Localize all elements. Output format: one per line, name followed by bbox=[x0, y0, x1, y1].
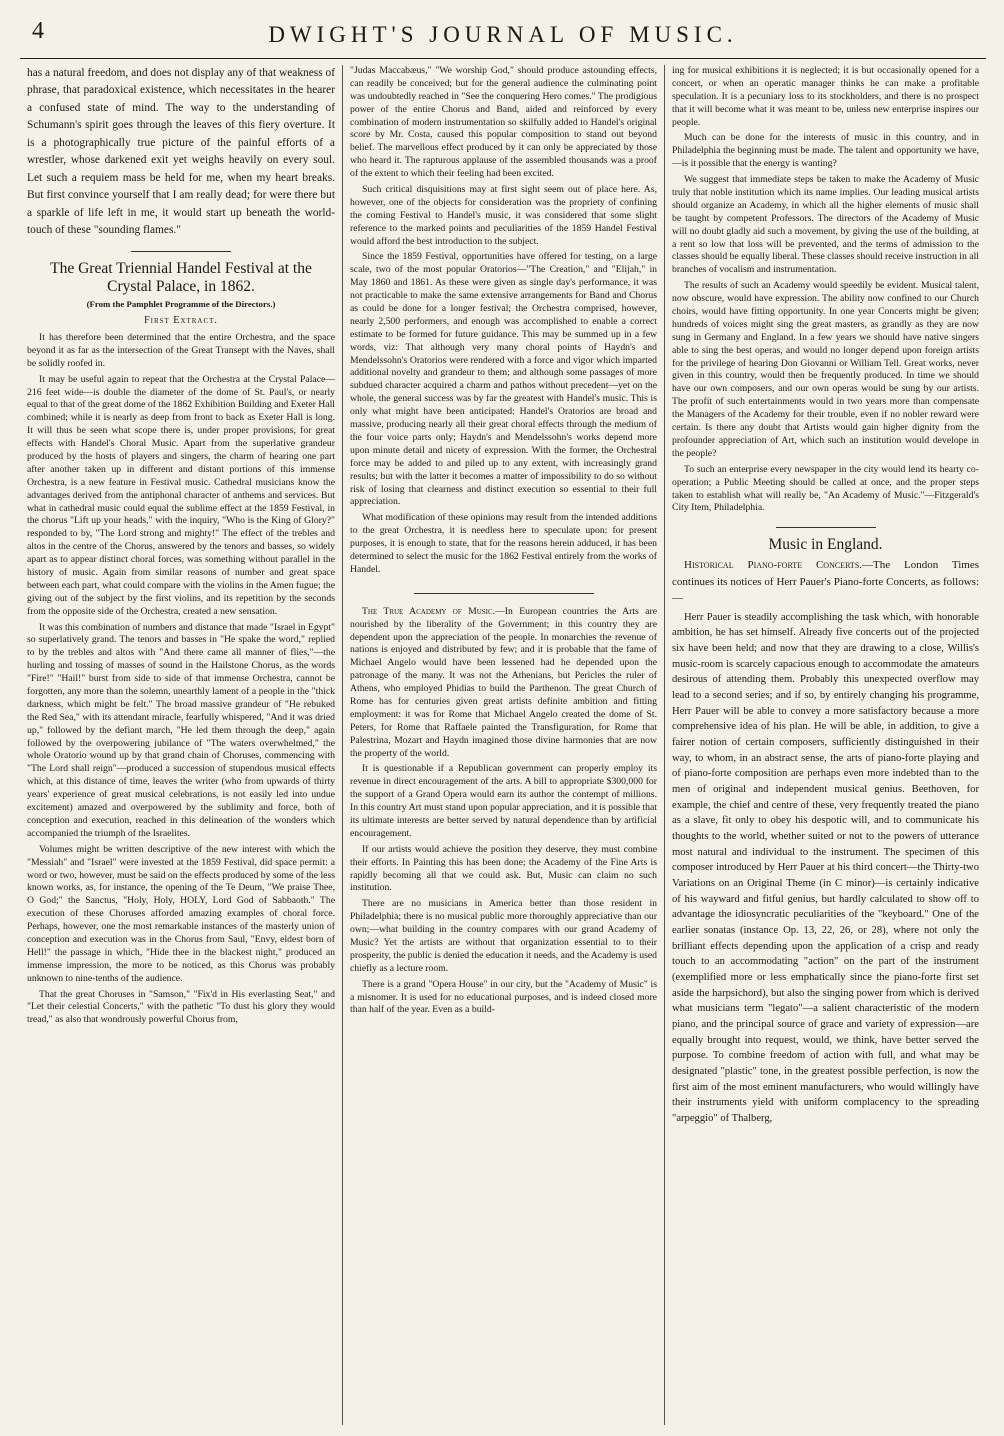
paragraph: We suggest that immediate steps be taken to make the Academy of Music truly that noble institution which its name implies. Our leading musical artists should organize an Academy, in which all the higher elements of music shall be taught by competent Professors. The directors of the Academy of Music will no doubt gladly aid such a movement, by giving the use of the building, at a rent so low that loss will be prevented, and the terms of admission to the classes should be equally liberal. These classes should receive instruction in all branches of vocalism and instrumentation. bbox=[672, 174, 979, 276]
section-divider bbox=[414, 593, 594, 594]
paragraph: Since the 1859 Festival, opportunities have offered for testing, on a large scale, two of the most popular Oratorios—"The Creation," and "Elijah," in May 1860 and 1861. As these were given as single day's performance, it was not practicable to make the same extensive arrangements for Band and Chorus as could be done for a longer festival; the Orchestra comprised, however, nearly 2,500 performers, and enough was accomplished to enable a correct estimate to be formed for future guidance. This may be summed up in a few words, viz: That although very many choral points of Haydn's and Mendelssohn's Oratorios were rendered with a force and vigor which imparted additional novelty and grandeur to them; and although some passages of more subdued character acquired a charm and pathos without precedent—yet on the whole, the general success was by far the greatest with Handel's music. This is only what might have been anticipated: Handel's Oratorios are broad and massive, producing nearly all their great choral effects through the medium of the four voice parts only; Haydn's and Mendelssohn's works depend more upon minute detail and nicety of expression. With the former, the Orchestral force may be added to and piled up to any extent, with increasingly grand results; but with the latter it becomes a matter of impossibility to do so without risk of losing that clearness and distinct execution so essential to their full appreciation. bbox=[350, 251, 657, 508]
column-1 bbox=[20, 65, 342, 1425]
concerts-label: Historical Piano-forte Concerts. bbox=[684, 559, 863, 572]
paragraph: Herr Pauer is steadily accomplishing the task which, with honorable ambition, he has set himself. Already five concerts out of the projected six have been held; and now that they are drawing to a close, Willis's music-room is scarcely capacious enough to accommodate the amateurs desirous of attending them. Probably this unexpected overflow may lead to a second series; and if so, by entirely changing his programme, Herr Pauer will be able to convey a more satisfactory because a more comprehensive idea of his plan. He will be able, in addition, to give a fairer notion of certain composers, sufficiently distinguished in their way, to whom, in an abstract sense, the arts of piano-forte playing and of piano-forte composition are perhaps even more indebted than to the men of original and independent musical genius. Beethoven, for example, the chief and centre of these, very frequently treated the piano as a slave, fit only to obey his despotic will, and to communicate his thoughts to the world, whether suited or not to the powers of utterance most natural and individual to the instrument. The specimen of this composer introduced by Herr Pauer at his third concert—the Thirty-two Variations on an Original Theme (in C minor)—is certainly indicative of his wayward and fitful genius, but hardly calculated to show off to advantage the idiosyncratic peculiarities of the "keyboard." One of the earlier sonatas (instance Op. 13, 22, 26, or 28), where not only the brilliant effects depending upon the application of a crisp and ready touch to an accommodating "action" on the part of the instrument (exemplified more or less emphatically since the piano-forte first set aside the harpsichord), but also the singing power from which is derived what musicians term "legato"—a salient characteristic of the modern piano, and the principal source of grace and variety of expression—are equally brought into request, would, we think, have better served the purpose. To combine freedom of action with full, and what may be designated "plastic" tone, in the greatest possible perfection, is now the first aim of the most eminent manufacturers, who would willingly have their instruments yield with uniform complacency to the spreading "arpeggio" of Thalberg, bbox=[672, 611, 979, 1125]
paragraph: The results of such an Academy would speedily be evident. Musical talent, now obscure, would have expression. The ability now confined to our Church choirs, would have fitting opportunity. In one year Concerts might be given; hundreds of voices might sing the great masters, as grandly as they are now sung in Germany and England. In a few years we should have native singers able to sing the best operas, and would no longer depend upon foreign artists for the privilege of hearing Don Giovanni or William Tell. Great works, never given in this country, would then be frequently produced. In time we should have our own composers, and our own operas would be sung by our artists. The profit of such entertainments would in two years more than compensate the Managers of the Academy for their trouble, even if no nobler reward were certain. Is there any doubt that Artists would gain higher dignity from the profounder appreciation of Art, which such an institution would develope in the people? bbox=[672, 280, 979, 459]
concerts-intro-paragraph bbox=[672, 557, 979, 607]
paragraph: That the great Choruses in "Samson," "Fix'd in His everlasting Seat," and "Let their celestial Concerts," with the pathetic "To dust his glory they would tread," as also that wondrously powerful Chorus from, bbox=[27, 988, 335, 1026]
paragraph: It is questionable if a Republican government can properly employ its revenue in direct encouragement of the arts. A bill to appropriate $300,000 for the support of a Grand Opera would earn its author the contempt of millions. In this country Art must stand upon popular appreciation, and it is possible that its ultimate interests are better served by natural dependence than by artificial encouragement. bbox=[350, 763, 657, 839]
paragraph: Such critical disquisitions may at first sight seem out of place here. As, however, one of the objects for consideration was the propriety of confining the coming Festival to Handel's music, it was considered that some slight reference to the marked points and peculiarities of the 1859 Handel Festival would afford the best introduction to the subject. bbox=[350, 184, 657, 247]
article-source-note: (From the Pamphlet Programme of the Directors.) bbox=[86, 299, 276, 309]
paragraph: What modification of these opinions may result from the intended additions to the great Orchestra, it is needless here to speculate upon: for present purposes, it is enough to state, that for the reasons herein adduced, it has been determined to select the music for the 1862 Festival entirely from the works of Handel. bbox=[350, 512, 657, 575]
section-divider bbox=[131, 251, 231, 252]
paragraph: If our artists would achieve the position they deserve, they must combine their efforts. In Painting this has been done; the Academy of the Fine Arts is rapidly becoming all that we could ask. But, Music can claim no such institution. bbox=[350, 843, 657, 894]
masthead bbox=[20, 14, 986, 59]
paragraph: To such an enterprise every newspaper in the city would lend its hearty co-operation; a Public Meeting should be called at once, and the proper steps taken to establish what will really be, "An Academy of Music."—Fitzgerald's City Item, Philadelphia. bbox=[672, 463, 979, 514]
academy-text: —In European countries the Arts are nourished by the liberality of the Government; in this country they are dependent upon the appreciation of the people. In monarchies the revenue of nations is enjoyed and distributed by few; and it is probable that the fame of Michael Angelo would have been lessened had he depended upon the patronage of the many. It was not the Athenians, but Pericles the ruler of Athens, who employed Phidias to build the Parthenon. The great Church of Rome has for centuries given great artists definite ambition and fitting employment: it was for Rome that Michael Angelo created the dome of St. Peters, for Rome that Raffaele painted the Transfiguration, for Rome that Palestrina, Mozart and Haydn imagined those divine harmonies that are now the property of the world. bbox=[350, 605, 657, 759]
journal-title: DWIGHT'S JOURNAL OF MUSIC. bbox=[268, 22, 738, 47]
academy-label: The True Academy of Music. bbox=[362, 605, 496, 617]
paragraph: Much can be done for the interests of music in this country, and in Philadelphia the beginning must be made. The talent and opportunity we have,—is it possible that the energy is wanting? bbox=[672, 132, 979, 170]
paragraph: It may be useful again to repeat that the Orchestra at the Crystal Palace—216 feet wide—is double the diameter of the dome of St. Paul's, or nearly equal to that of the great dome of the 1862 Exhibition Building and Exeter Hall combined; while it is nearly as deep from front to back as Exeter Hall is long. It will thus be seen what scope there is, under proper provisions, for great effects with Handel's Choral Music. Apart from the superlative grandeur produced by the hosts of players and singers, the charm of hearing one part after another taken up in different and distant portions of this immense Orchestra, is a new feature in Festival music. Cathedral musicians know the advantages derived from the antiphonal character of anthems and services. But what in cathedral music could equal the sublime effect at the 1859 Festival, in the chorus "Lift up your heads," with the inquiry, "Who is the King of Glory?" responded to by, "The Lord strong and mighty!" The effect of the trebles and altos in the centre of the Chorus, answered by the tenors and basses, so widely apart as to appear distinct choral forces, was something without parallel in the history of music. Again from similar reasons of number and great space between each part, what could compare with the violins in the Amen fugue; the giving out of the subject by the first violins, and its repetition by the seconds from the opposite side of the Orchestra, created a new sensation. bbox=[27, 373, 335, 617]
academy-paragraph bbox=[350, 606, 657, 761]
page-number: 4 bbox=[32, 18, 44, 44]
extract-label: First Extract. bbox=[144, 314, 218, 326]
article-title-handel-festival: The Great Triennial Handel Festival at the Crystal Palace, in 1862. bbox=[50, 260, 312, 296]
paragraph: There is a grand "Opera House" in our city, but the "Academy of Music" is a misnomer. It is used for no educational purposes, and is indeed closed more than half of the year. Even as a build- bbox=[350, 978, 657, 1016]
paragraph: It has therefore been determined that the entire Orchestra, and the space beyond it as far as the intersection of the Great Transept with the Naves, shall be solidly roofed in. bbox=[27, 331, 335, 369]
section-divider bbox=[776, 527, 876, 528]
paragraph: Volumes might be written descriptive of the new interest with which the "Messiah" and "Israel" were invested at the 1859 Festival, did space permit: a word or two, however, must be said on the effects produced by some of the less known works, as, for instance, the opening of the Te Deum, "We praise Thee, O God;" the Sanctus, "Holy, Holy, HOLY, Lord God of Sabbaoth." The execution of these Choruses afforded amazing examples of choral force. Perhaps, however, one the most remarkable instances of the masterly union of conception and execution was in the Chorus from Saul, "Envy, eldest born of Hell!" the passage in which, "Hide thee in the blackest night," produced an immense impression, the more to be noticed, as this Chorus was probably unknown to nine-tenths of the audience. bbox=[27, 843, 336, 984]
concerts-intro-text: —The London Times continues its notices of Herr Pauer's Piano-forte Concerts, as follows:— bbox=[672, 559, 979, 605]
paragraph: ing for musical exhibitions it is neglected; it is but occasionally opened for a concert, or when an operatic manager thinks he can make a profitable speculation. It is a pecuniary loss to its stockholders, and there is no prospect that it will become what it was meant to be, unless new enterprise inspires our people. bbox=[672, 65, 979, 128]
column-3 bbox=[664, 65, 986, 1425]
paragraph: "Judas Maccabæus," "We worship God," should produce astounding effects, can readily be conceived; but for the general audience the culminating point was undoubtedly reached in "See the conquering Hero comes." The prodigious power of the entire Chorus and Band, aided and reinforced by every combination of modern instrumentation so skilfully added to Handel's original score by Mr. Costa, caused this popular composition to stand out beyond belief. The marvellous effect produced by it can only be appreciated by those who heard it. The rapturous applause of the assembled thousands was a proof of the extent to which their feeling had been excited. bbox=[350, 65, 657, 180]
column-2 bbox=[342, 65, 664, 1425]
paragraph: There are no musicians in America better than those resident in Philadelphia; there is no musical public more thoroughly appreciative than our own;—what building in the country compares with our grand Academy of Music? Yet the artists are without that organization essential to to their prosperity, the public is denied the education it needs, and the Academy is used chiefly as a lecture room. bbox=[350, 898, 657, 974]
article-title-music-in-england: Music in England. bbox=[768, 536, 883, 554]
article-columns bbox=[20, 65, 986, 1425]
paragraph: It was this combination of numbers and distance that made "Israel in Egypt" so superlatively grand. The tenors and basses in "He spake the word," replied to by the trebles and altos with "And there came all manner of flies,"—the hurling and tossing of masses of sound in the Hailstone Chorus, as the words "Fire!" "Hail!" burst from side to side of that immense Orchestra, cannot be forgotten, any more than the solemn, unearthly lament of a people in the "thick darkness, which might be felt." The broad massive grandeur of "He rebuked the Red Sea," with its attendant miracle, fearfully whispered, "And it was dried up," followed by the defiant march, "He led them through the deep," again followed by the overpowering jubilance of "The waters overwhelmed," the whole Oratorio wound up by that grand chain of Choruses, commencing with "The Lord shall reign"—produced a succession of stupendous musical effects which, at this distance of time, leaves the writer (who from upwards of thirty years' experience of great musical celebrations, is not easily led into undue excitement) amazed and overpowered by the sublimity and force, both of conception and execution, reached in this delineation of the wonders which accompanied the triumph of the Israelites. bbox=[27, 621, 335, 839]
schumann-closing-text: has a natural freedom, and does not display any of that weakness of phrase, that paradoxical existence, which necessitates in the hearer a confused state of mind. The way to the understanding of Schumann's spirit goes through the leaves of this fiery overture. It is a photographically true picture of the painful efforts of a wrestler, whose darkened exit yet weighs heavily on every soul. Let such a requiem mass be held for me, when my heart breaks. But first convince yourself that I am really dead; for were there but a sparkle of life left in me, it would start up beneath the world-touch of these "sounding flames." bbox=[27, 67, 335, 236]
